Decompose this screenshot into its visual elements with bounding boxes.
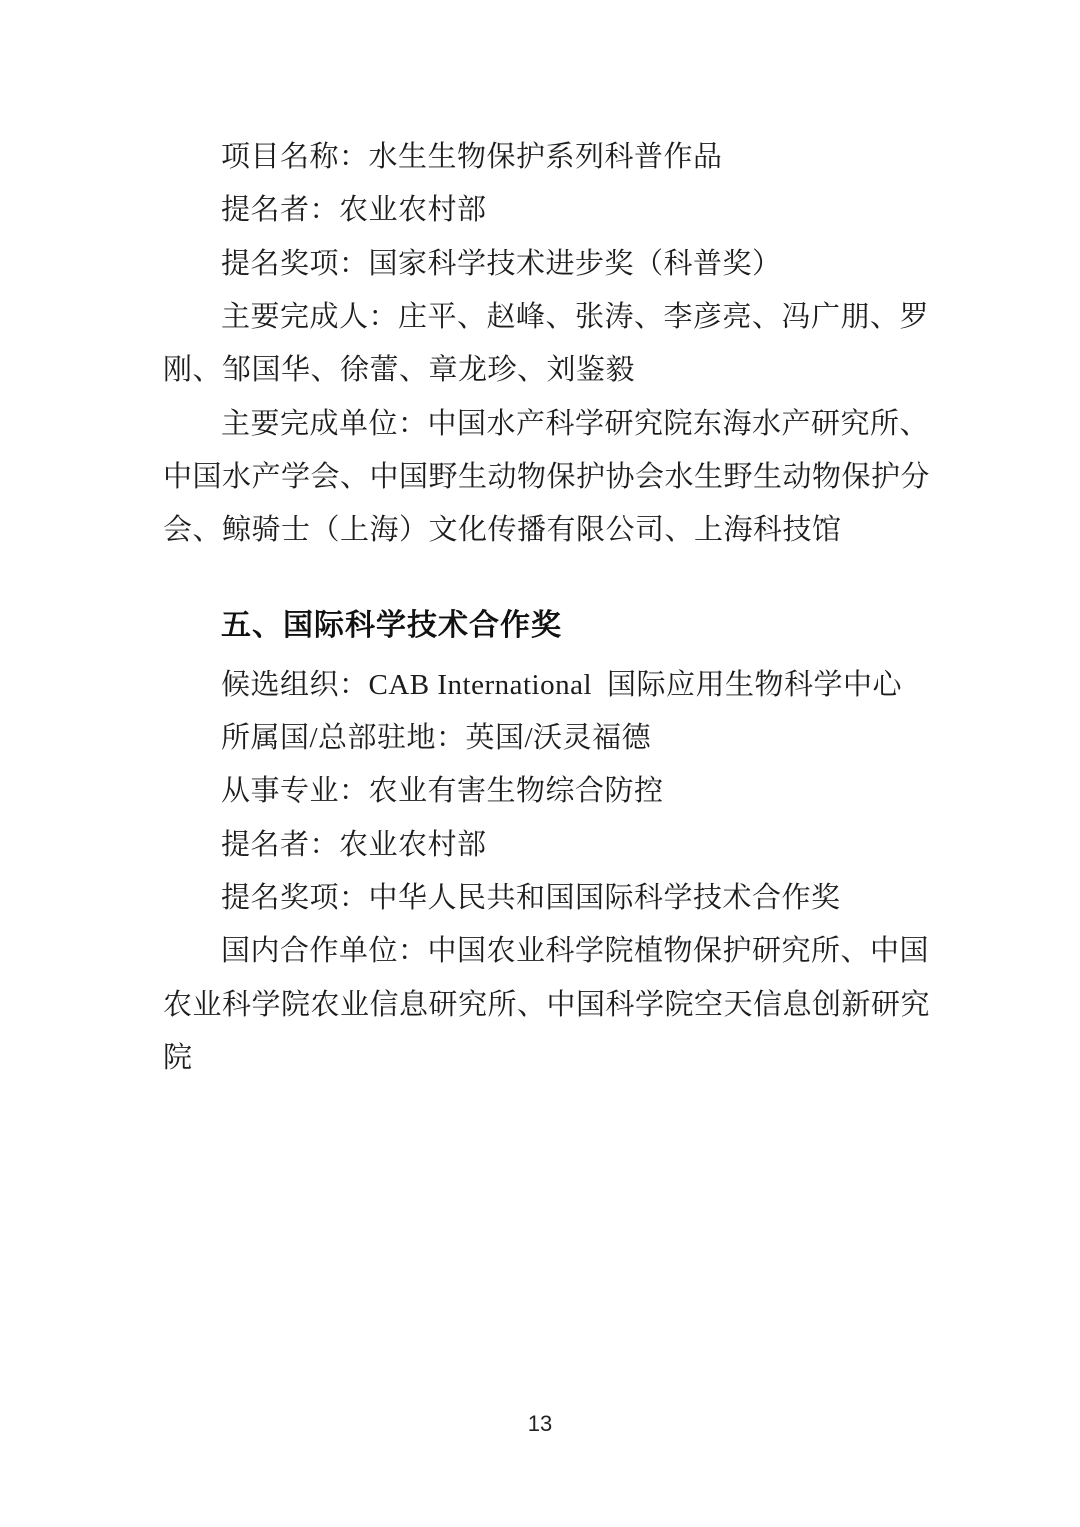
paragraph-line: 所属国/总部驻地：英国/沃灵福德 [221, 722, 652, 755]
paragraph-line: 提名奖项：国家科学技术进步奖（科普奖） [221, 247, 782, 280]
paragraph-line: 项目名称：水生生物保护系列科普作品 [221, 141, 723, 173]
paragraph-line: 农业科学院农业信息研究所、中国科学院空天信息创新研究 [163, 988, 931, 1021]
paragraph-line: 提名奖项：中华人民共和国国际科学技术合作奖 [221, 882, 841, 915]
paragraph-line: 主要完成人：庄平、赵峰、张涛、李彦亮、冯广朋、罗 [221, 301, 930, 334]
paragraph-line: 候选组织：CAB International 国际应用生物科学中心 [221, 668, 903, 701]
paragraph-line: 国内合作单位：中国农业科学院植物保护研究所、中国 [221, 935, 930, 968]
document-content [163, 131, 931, 1086]
paragraph-line: 会、鲸骑士（上海）文化传播有限公司、上海科技馆 [163, 514, 842, 547]
paragraph-line: 从事专业：农业有害生物综合防控 [221, 775, 664, 808]
paragraph-line: 提名者：农业农村部 [221, 828, 487, 861]
paragraph-line: 刚、邹国华、徐蕾、章龙珍、刘鉴毅 [163, 354, 636, 387]
page-number: 13 [527, 1411, 553, 1436]
paragraph-line: 院 [163, 1042, 193, 1075]
paragraph-line: 中国水产学会、中国野生动物保护协会水生野生动物保护分 [163, 461, 931, 494]
paragraph-line: 主要完成单位：中国水产科学研究院东海水产研究所、 [221, 407, 930, 440]
paragraph-line: 提名者：农业农村部 [221, 194, 487, 227]
section-heading: 五、国际科学技术合作奖 [221, 608, 562, 642]
